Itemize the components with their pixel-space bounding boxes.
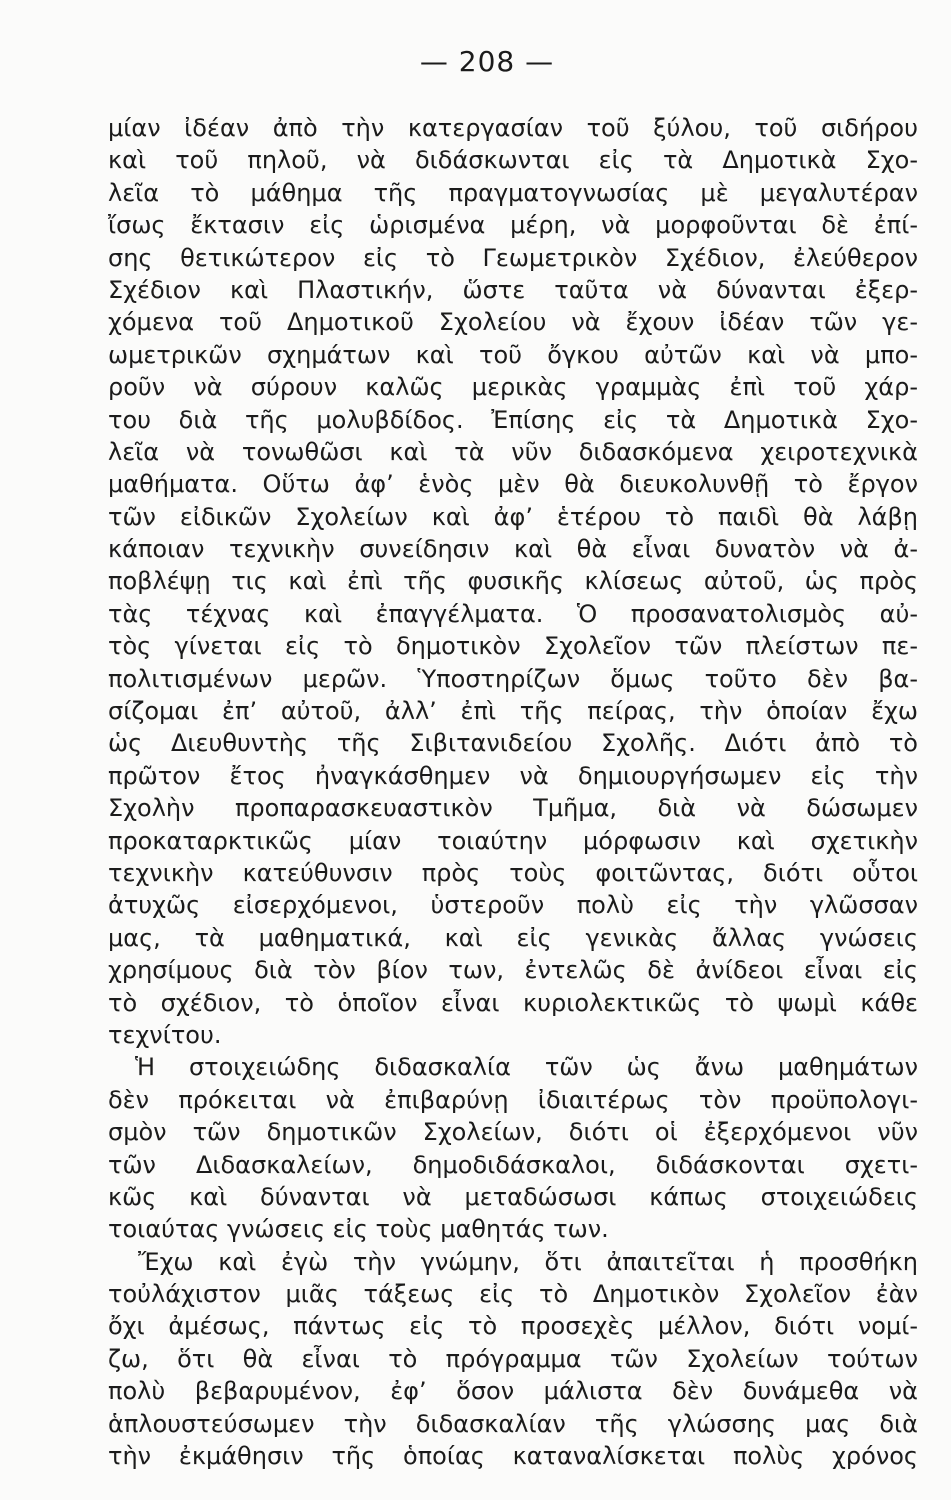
text-line: λεῖα νὰ τονωθῶσι καὶ τὰ νῦν διδασκόμενα χειροτεχνικὰ: [108, 437, 918, 466]
text-line: τεχνικὴν κατεύθυνσιν πρὸς τοὺς φοιτῶντας, διότι οὗτοι: [108, 858, 918, 887]
text-line: ὡς Διευθυντὴς τῆς Σιβιτανιδείου Σχολῆς. Διότι ἀπὸ τὸ: [108, 729, 918, 758]
text-line: πρῶτον ἔτος ἠναγκάσθημεν νὰ δημιουργήσωμεν εἰς τὴν: [108, 761, 918, 790]
text-line: ωμετρικῶν σχημάτων καὶ τοῦ ὄγκου αὐτῶν καὶ νὰ μπο-: [108, 340, 918, 369]
text-line: δὲν πρόκειται νὰ ἐπιβαρύνῃ ἰδιαιτέρως τὸν προϋπολογι-: [108, 1085, 918, 1114]
text-line: τὸ σχέδιον, τὸ ὁποῖον εἶναι κυριολεκτικῶς τὸ ψωμὶ κάθε: [108, 988, 918, 1017]
paragraph: [108, 1051, 918, 1245]
text-line: ὄχι ἀμέσως, πάντως εἰς τὸ προσεχὲς μέλλον, διότι νομί-: [108, 1312, 918, 1341]
paragraph: [108, 1246, 918, 1473]
text-line: κάποιαν τεχνικὴν συνείδησιν καὶ θὰ εἶναι δυνατὸν νὰ ἀ-: [108, 535, 918, 564]
text-line: μας, τὰ μαθηματικά, καὶ εἰς γενικὰς ἄλλας γνώσεις: [108, 923, 918, 952]
text-line: τοιαύτας γνώσεις εἰς τοὺς μαθητάς των.: [108, 1215, 609, 1244]
text-line: τὸς γίνεται εἰς τὸ δημοτικὸν Σχολεῖον τῶν πλείστων πε-: [108, 632, 918, 661]
text-line: πολὺ βεβαρυμένον, ἐφ’ ὅσον μάλιστα δὲν δυνάμεθα νὰ: [108, 1377, 918, 1406]
text-line: προκαταρκτικῶς μίαν τοιαύτην μόρφωσιν καὶ σχετικὴν: [108, 826, 918, 855]
page-body: [108, 112, 918, 1472]
text-line: του διὰ τῆς μολυβδίδος. Ἐπίσης εἰς τὰ Δημοτικὰ Σχο-: [108, 405, 918, 434]
text-line: σης θετικώτερον εἰς τὸ Γεωμετρικὸν Σχέδιον, ἐλεύθερον: [108, 243, 918, 272]
text-line: σμὸν τῶν δημοτικῶν Σχολείων, διότι οἱ ἐξερχόμενοι νῦν: [108, 1118, 918, 1147]
text-line: καὶ τοῦ πηλοῦ, νὰ διδάσκωνται εἰς τὰ Δημοτικὰ Σχο-: [108, 146, 918, 175]
text-line: τὴν ἐκμάθησιν τῆς ὁποίας καταναλίσκεται πολὺς χρόνος: [108, 1442, 918, 1471]
text-line: ἴσως ἔκτασιν εἰς ὡρισμένα μέρη, νὰ μορφοῦνται δὲ ἐπί-: [108, 211, 918, 240]
text-line: τεχνίτου.: [108, 1020, 222, 1049]
page-number: — 208 —: [419, 45, 555, 78]
text-line: χόμενα τοῦ Δημοτικοῦ Σχολείου νὰ ἔχουν ἰδέαν τῶν γε-: [108, 308, 918, 337]
text-line: πολιτισμένων μερῶν. Ὑποστηρίζων ὅμως τοῦτο δὲν βα-: [108, 664, 918, 693]
text-line: ἁπλουστεύσωμεν τὴν διδασκαλίαν τῆς γλώσσης μας διὰ: [108, 1409, 918, 1438]
text-line: μαθήματα. Οὕτω ἀφ’ ἑνὸς μὲν θὰ διευκολυνθῇ τὸ ἔργον: [108, 470, 918, 499]
text-line: ποβλέψῃ τις καὶ ἐπὶ τῆς φυσικῆς κλίσεως αὐτοῦ, ὡς πρὸς: [108, 567, 918, 596]
text-line: χρησίμους διὰ τὸν βίον των, ἐντελῶς δὲ ἀνίδεοι εἶναι εἰς: [108, 956, 918, 985]
text-line: ζω, ὅτι θὰ εἶναι τὸ πρόγραμμα τῶν Σχολείων τούτων: [108, 1344, 918, 1373]
paragraph: [108, 112, 918, 1051]
text-line: τοὐλάχιστον μιᾶς τάξεως εἰς τὸ Δημοτικὸν Σχολεῖον ἐὰν: [108, 1280, 918, 1309]
text-line: ροῦν νὰ σύρουν καλῶς μερικὰς γραμμὰς ἐπὶ τοῦ χάρ-: [108, 373, 918, 402]
text-line: μίαν ἰδέαν ἀπὸ τὴν κατεργασίαν τοῦ ξύλου, τοῦ σιδήρου: [108, 114, 918, 142]
text-line: Ἡ στοιχειώδης διδασκαλία τῶν ὡς ἄνω μαθημάτων: [135, 1053, 918, 1082]
text-line: Ἔχω καὶ ἐγὼ τὴν γνώμην, ὅτι ἀπαιτεῖται ἡ προσθήκη: [138, 1247, 918, 1276]
text-line: ἀτυχῶς εἰσερχόμενοι, ὑστεροῦν πολὺ εἰς τὴν γλῶσσαν: [108, 891, 918, 920]
text-line: Σχέδιον καὶ Πλαστικήν, ὥστε ταῦτα νὰ δύνανται ἐξερ-: [108, 275, 918, 304]
text-line: σίζομαι ἐπ’ αὐτοῦ, ἀλλ’ ἐπὶ τῆς πείρας, τὴν ὁποίαν ἔχω: [108, 697, 918, 726]
text-line: τῶν εἰδικῶν Σχολείων καὶ ἀφ’ ἑτέρου τὸ παιδὶ θὰ λάβῃ: [108, 502, 918, 531]
text-line: Σχολὴν προπαρασκευαστικὸν Τμῆμα, διὰ νὰ δώσωμεν: [108, 794, 918, 823]
text-line: κῶς καὶ δύνανται νὰ μεταδώσωσι κάπως στοιχειώδεις: [108, 1182, 918, 1211]
text-line: λεῖα τὸ μάθημα τῆς πραγματογνωσίας μὲ μεγαλυτέραν: [108, 178, 918, 207]
text-line: τῶν Διδασκαλείων, δημοδιδάσκαλοι, διδάσκονται σχετι-: [108, 1150, 918, 1179]
text-line: τὰς τέχνας καὶ ἐπαγγέλματα. Ὁ προσανατολισμὸς αὐ-: [108, 599, 918, 628]
